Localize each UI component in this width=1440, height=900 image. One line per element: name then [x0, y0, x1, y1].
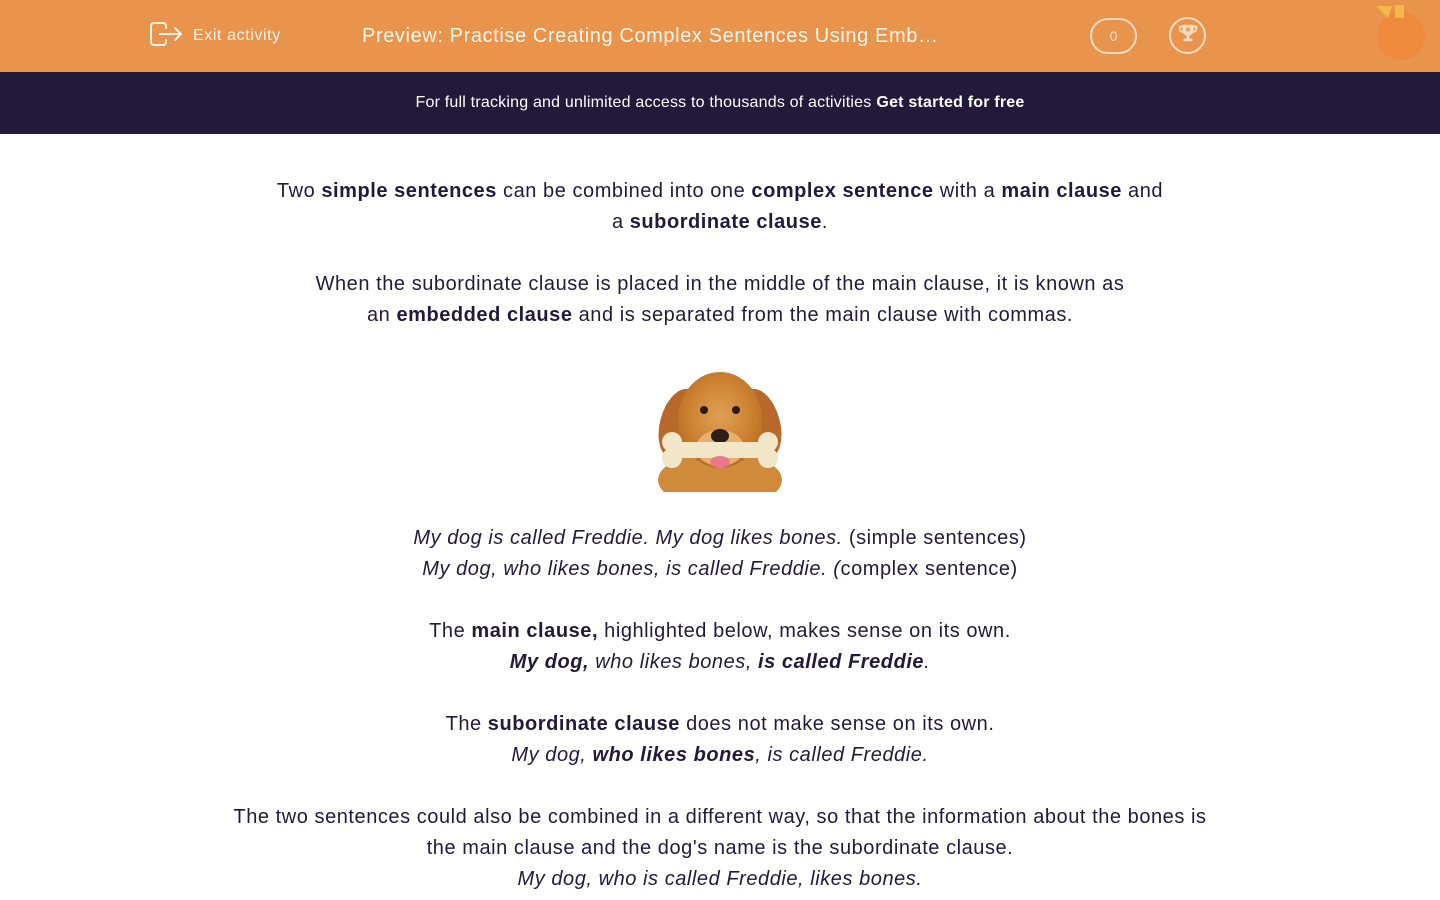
example-simple-sentences	[150, 523, 1290, 554]
term-embedded-clause: embedded clause	[396, 304, 573, 326]
example-text: .	[924, 651, 931, 673]
brand-logo	[1370, 0, 1440, 65]
exit-activity-button[interactable]	[149, 21, 281, 51]
example-complex-sentence	[150, 554, 1290, 585]
text: with a	[933, 180, 1002, 202]
trophy-icon	[1177, 22, 1199, 49]
score-value: 0	[1109, 28, 1118, 44]
highlight: who likes bones	[592, 744, 756, 766]
highlight: is called Freddie	[758, 651, 925, 673]
label: complex sentence)	[840, 558, 1018, 580]
trophy-button[interactable]	[1169, 17, 1206, 54]
text: and	[1121, 180, 1164, 202]
banner-text: For full tracking and unlimited access to thousands of activities	[415, 94, 872, 111]
term-subordinate-clause: subordinate clause	[487, 713, 680, 735]
main-clause-explanation	[150, 616, 1290, 647]
score-badge	[1090, 18, 1137, 54]
subordinate-clause-explanation	[150, 709, 1290, 740]
text: and is separated from the main clause with commas.	[572, 304, 1074, 326]
intro-paragraph	[150, 176, 1290, 238]
text: The two sentences could also be combined in a different way, so that the information about the bones is	[233, 806, 1207, 828]
text: can be combined into one	[496, 180, 752, 202]
example-text: My dog,	[511, 744, 593, 766]
example-text: My dog, who is called Freddie, likes bones.	[517, 868, 923, 890]
subordinate-clause-example	[150, 740, 1290, 771]
text: highlighted below, makes sense on its own.	[598, 620, 1011, 642]
term-main-clause: main clause	[1001, 180, 1122, 202]
highlight: My dog,	[509, 651, 590, 673]
text: .	[821, 211, 829, 233]
main-clause-example	[150, 647, 1290, 678]
embedded-clause-paragraph	[150, 269, 1290, 331]
exit-activity-label: Exit activity	[193, 27, 281, 44]
text: The	[445, 713, 488, 735]
alternative-explanation	[150, 802, 1290, 895]
term-main-clause: main clause,	[471, 620, 599, 642]
exit-icon	[149, 19, 183, 54]
get-started-link[interactable]: Get started for free	[876, 94, 1025, 111]
example-text: My dog, who likes bones, is called Freddie. (	[422, 558, 841, 580]
term-complex-sentence: complex sentence	[751, 180, 934, 202]
text: does not make sense on its own.	[679, 713, 995, 735]
upgrade-banner	[0, 72, 1440, 134]
text: a	[611, 211, 630, 233]
text: The	[429, 620, 472, 642]
text: When the subordinate clause is placed in the middle of the main clause, it is known as	[315, 273, 1125, 295]
lesson-content	[150, 176, 1290, 895]
dog-with-bone-image	[650, 362, 790, 492]
label: (simple sentences)	[842, 527, 1027, 549]
top-bar	[0, 0, 1440, 72]
example-text: who likes bones,	[589, 651, 759, 673]
text: the main clause and the dog's name is the subordinate clause.	[426, 837, 1014, 859]
text: an	[366, 304, 397, 326]
example-text: My dog is called Freddie. My dog likes bones.	[413, 527, 843, 549]
text: Two	[276, 180, 322, 202]
term-subordinate-clause: subordinate clause	[629, 211, 822, 233]
page-title: Preview: Practise Creating Complex Sentences Using Emb…	[362, 25, 939, 47]
example-text: , is called Freddie.	[755, 744, 929, 766]
term-simple-sentences: simple sentences	[321, 180, 497, 202]
